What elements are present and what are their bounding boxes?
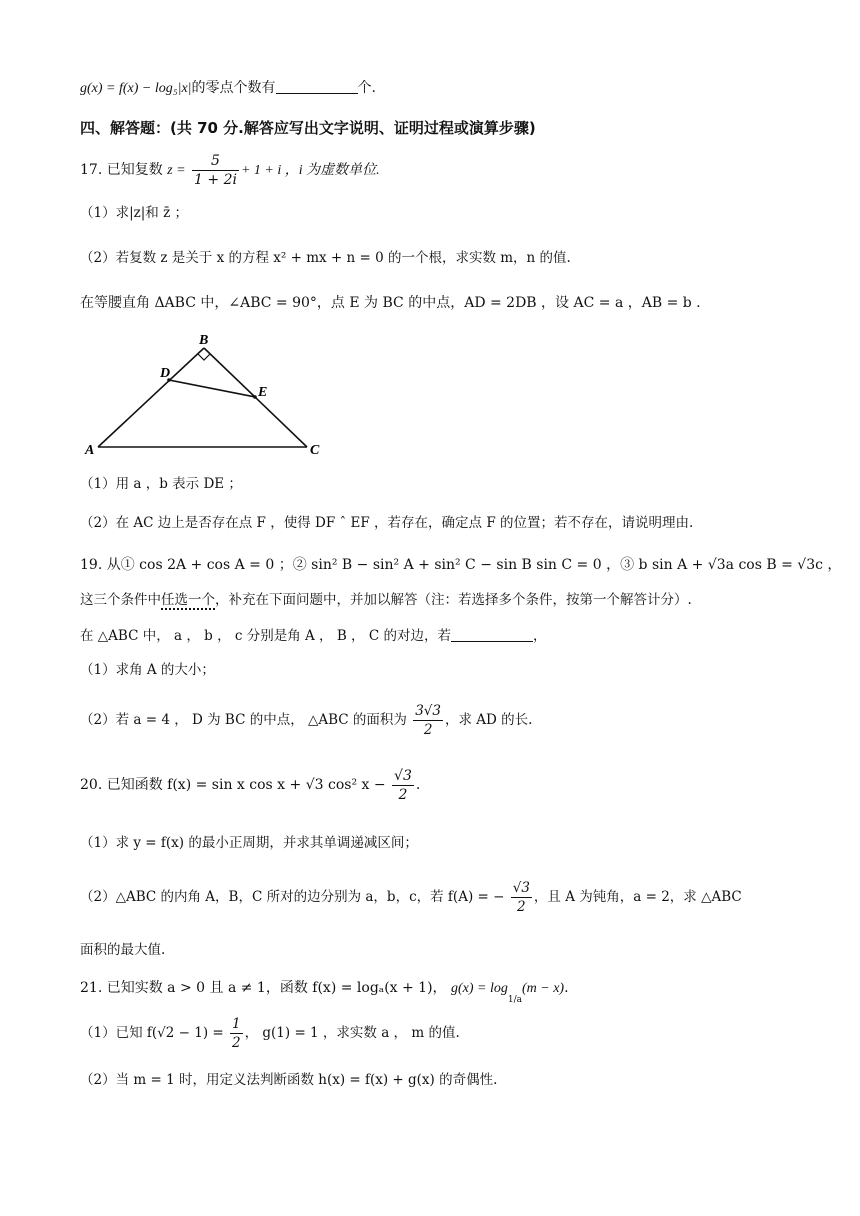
q17-frac-den: 1 + 2i <box>194 171 237 188</box>
q19-p2-post: ，求 AD 的长. <box>445 712 533 728</box>
q21-part-1 <box>80 1012 460 1054</box>
q18-part-1: （1）用 a ，b 表示 DE ； <box>80 476 242 492</box>
q17-part-1: （1）求|z|和 z̄ ； <box>80 205 188 221</box>
q19-l2-pre: 这三个条件中 <box>80 592 161 608</box>
q19-frac-den: 2 <box>423 722 433 738</box>
question-21 <box>80 978 569 1004</box>
q20-post: . <box>415 777 421 793</box>
q21-text: 已知实数 a > 0 且 a ≠ 1，函数 f(x) = logₐ(x + 1)， <box>106 980 447 996</box>
q17-number: 17. <box>80 162 103 178</box>
q19-number: 19. <box>80 557 103 573</box>
q21-g-base: 1/a <box>507 994 522 1005</box>
question-17 <box>80 150 380 190</box>
label-E: E <box>258 385 268 400</box>
q19-part-1: （1）求角 A 的大小； <box>80 662 215 678</box>
q20-part-1: （1）求 y = f(x) 的最小正周期，并求其单调递减区间； <box>80 835 418 851</box>
q19-l2-emphasis: 任选一个 <box>161 592 215 608</box>
prev-formula: g(x) = f(x) − log₅|x| <box>80 81 192 96</box>
q20-number: 20. <box>80 777 103 793</box>
q20-p2-post: ，且 A 为钝角，a = 2，求 △ABC <box>533 889 742 905</box>
prev-suffix-post: 个. <box>357 80 376 96</box>
question-20 <box>80 764 420 806</box>
q20-fraction <box>392 767 414 804</box>
label-C: C <box>310 443 320 458</box>
q19-blank <box>451 627 533 642</box>
q21-p1-pre: （1）已知 f(√2 − 1) = <box>80 1025 224 1041</box>
prev-suffix-pre: 的零点个数有 <box>191 80 276 96</box>
q20-part-2 <box>80 876 742 918</box>
label-D: D <box>160 366 171 381</box>
q20-p2-fraction <box>511 879 532 916</box>
q19-instruction <box>80 590 692 610</box>
q20-p2-num: √3 <box>512 880 530 896</box>
q17-z: z = <box>167 163 186 178</box>
q19-p2-pre: （2）若 a = 4 ， D 为 BC 的中点， △ABC 的面积为 <box>80 712 407 728</box>
q19-conditions: 从① cos 2A + cos A = 0 ；② sin² B − sin² A + sin² C − sin B sin C = 0 ，③ b sin A + √3a cos B = √3c ， <box>106 557 842 573</box>
q21-g-def: g(x) = log <box>451 981 508 996</box>
q19-area-fraction <box>413 702 443 739</box>
q17-part-2: （2）若复数 z 是关于 x 的方程 x² + mx + n = 0 的一个根，求实数 m，n 的值. <box>80 250 571 266</box>
q20-part-2-cont: 面积的最大值. <box>80 942 166 958</box>
q19-setup <box>80 626 546 646</box>
q18-part-2: （2）在 AC 边上是否存在点 F ，使得 DF ˆ EF ，若存在，确定点 F 的位置；若不存在，请说明理由. <box>80 515 694 531</box>
q21-g-arg: (m − x) <box>522 981 565 996</box>
q21-p1-post: ， g(1) = 1 ，求实数 a ， m 的值. <box>244 1025 460 1041</box>
label-B: B <box>199 333 209 348</box>
answer-blank <box>276 79 358 94</box>
q17-pre: 已知复数 <box>106 162 163 178</box>
q21-p1-num: 1 <box>232 1016 241 1032</box>
question-19 <box>80 555 841 575</box>
q17-fraction <box>192 152 239 189</box>
q20-p2-den: 2 <box>517 899 526 915</box>
q21-part-2: （2）当 m = 1 时，用定义法判断函数 h(x) = f(x) + g(x) 的奇偶性. <box>80 1072 498 1088</box>
q19-l2-post: ，补充在下面问题中，并加以解答（注：若选择多个条件，按第一个解答计分）. <box>215 592 692 608</box>
prev-question-tail <box>80 78 376 99</box>
q17-frac-num: 5 <box>192 152 239 171</box>
q19-l3-pre: 在 △ABC 中， a ， b ， c 分别是角 A ， B ， C 的对边，若 <box>80 628 451 644</box>
q20-frac-num: √3 <box>394 767 412 784</box>
q17-tail: + 1 + i ，i 为虚数单位. <box>240 163 380 178</box>
q19-l3-post: ， <box>532 628 547 644</box>
section-heading: 四、解答题：(共 70 分.解答应写出文字说明、证明过程或演算步骤) <box>80 119 536 137</box>
q21-g-end: . <box>564 980 569 996</box>
q19-frac-num: 3√3 <box>415 703 441 719</box>
q21-p1-den: 2 <box>232 1035 241 1051</box>
triangle-figure <box>82 330 332 460</box>
label-A: A <box>85 443 95 458</box>
question-18: 在等腰直角 ΔABC 中，∠ABC = 90°，点 E 为 BC 的中点，AD = 2DB ，设 AC = a ，AB = b . <box>80 295 701 311</box>
q20-p2-pre: （2）△ABC 的内角 A，B，C 所对的边分别为 a，b，c，若 f(A) = − <box>80 889 505 905</box>
q19-part-2 <box>80 700 532 740</box>
q20-frac-den: 2 <box>398 786 408 803</box>
q20-pre: 已知函数 f(x) = sin x cos x + √3 cos² x − <box>106 777 386 793</box>
q21-p1-fraction <box>230 1015 243 1052</box>
q21-number: 21. <box>80 980 103 996</box>
